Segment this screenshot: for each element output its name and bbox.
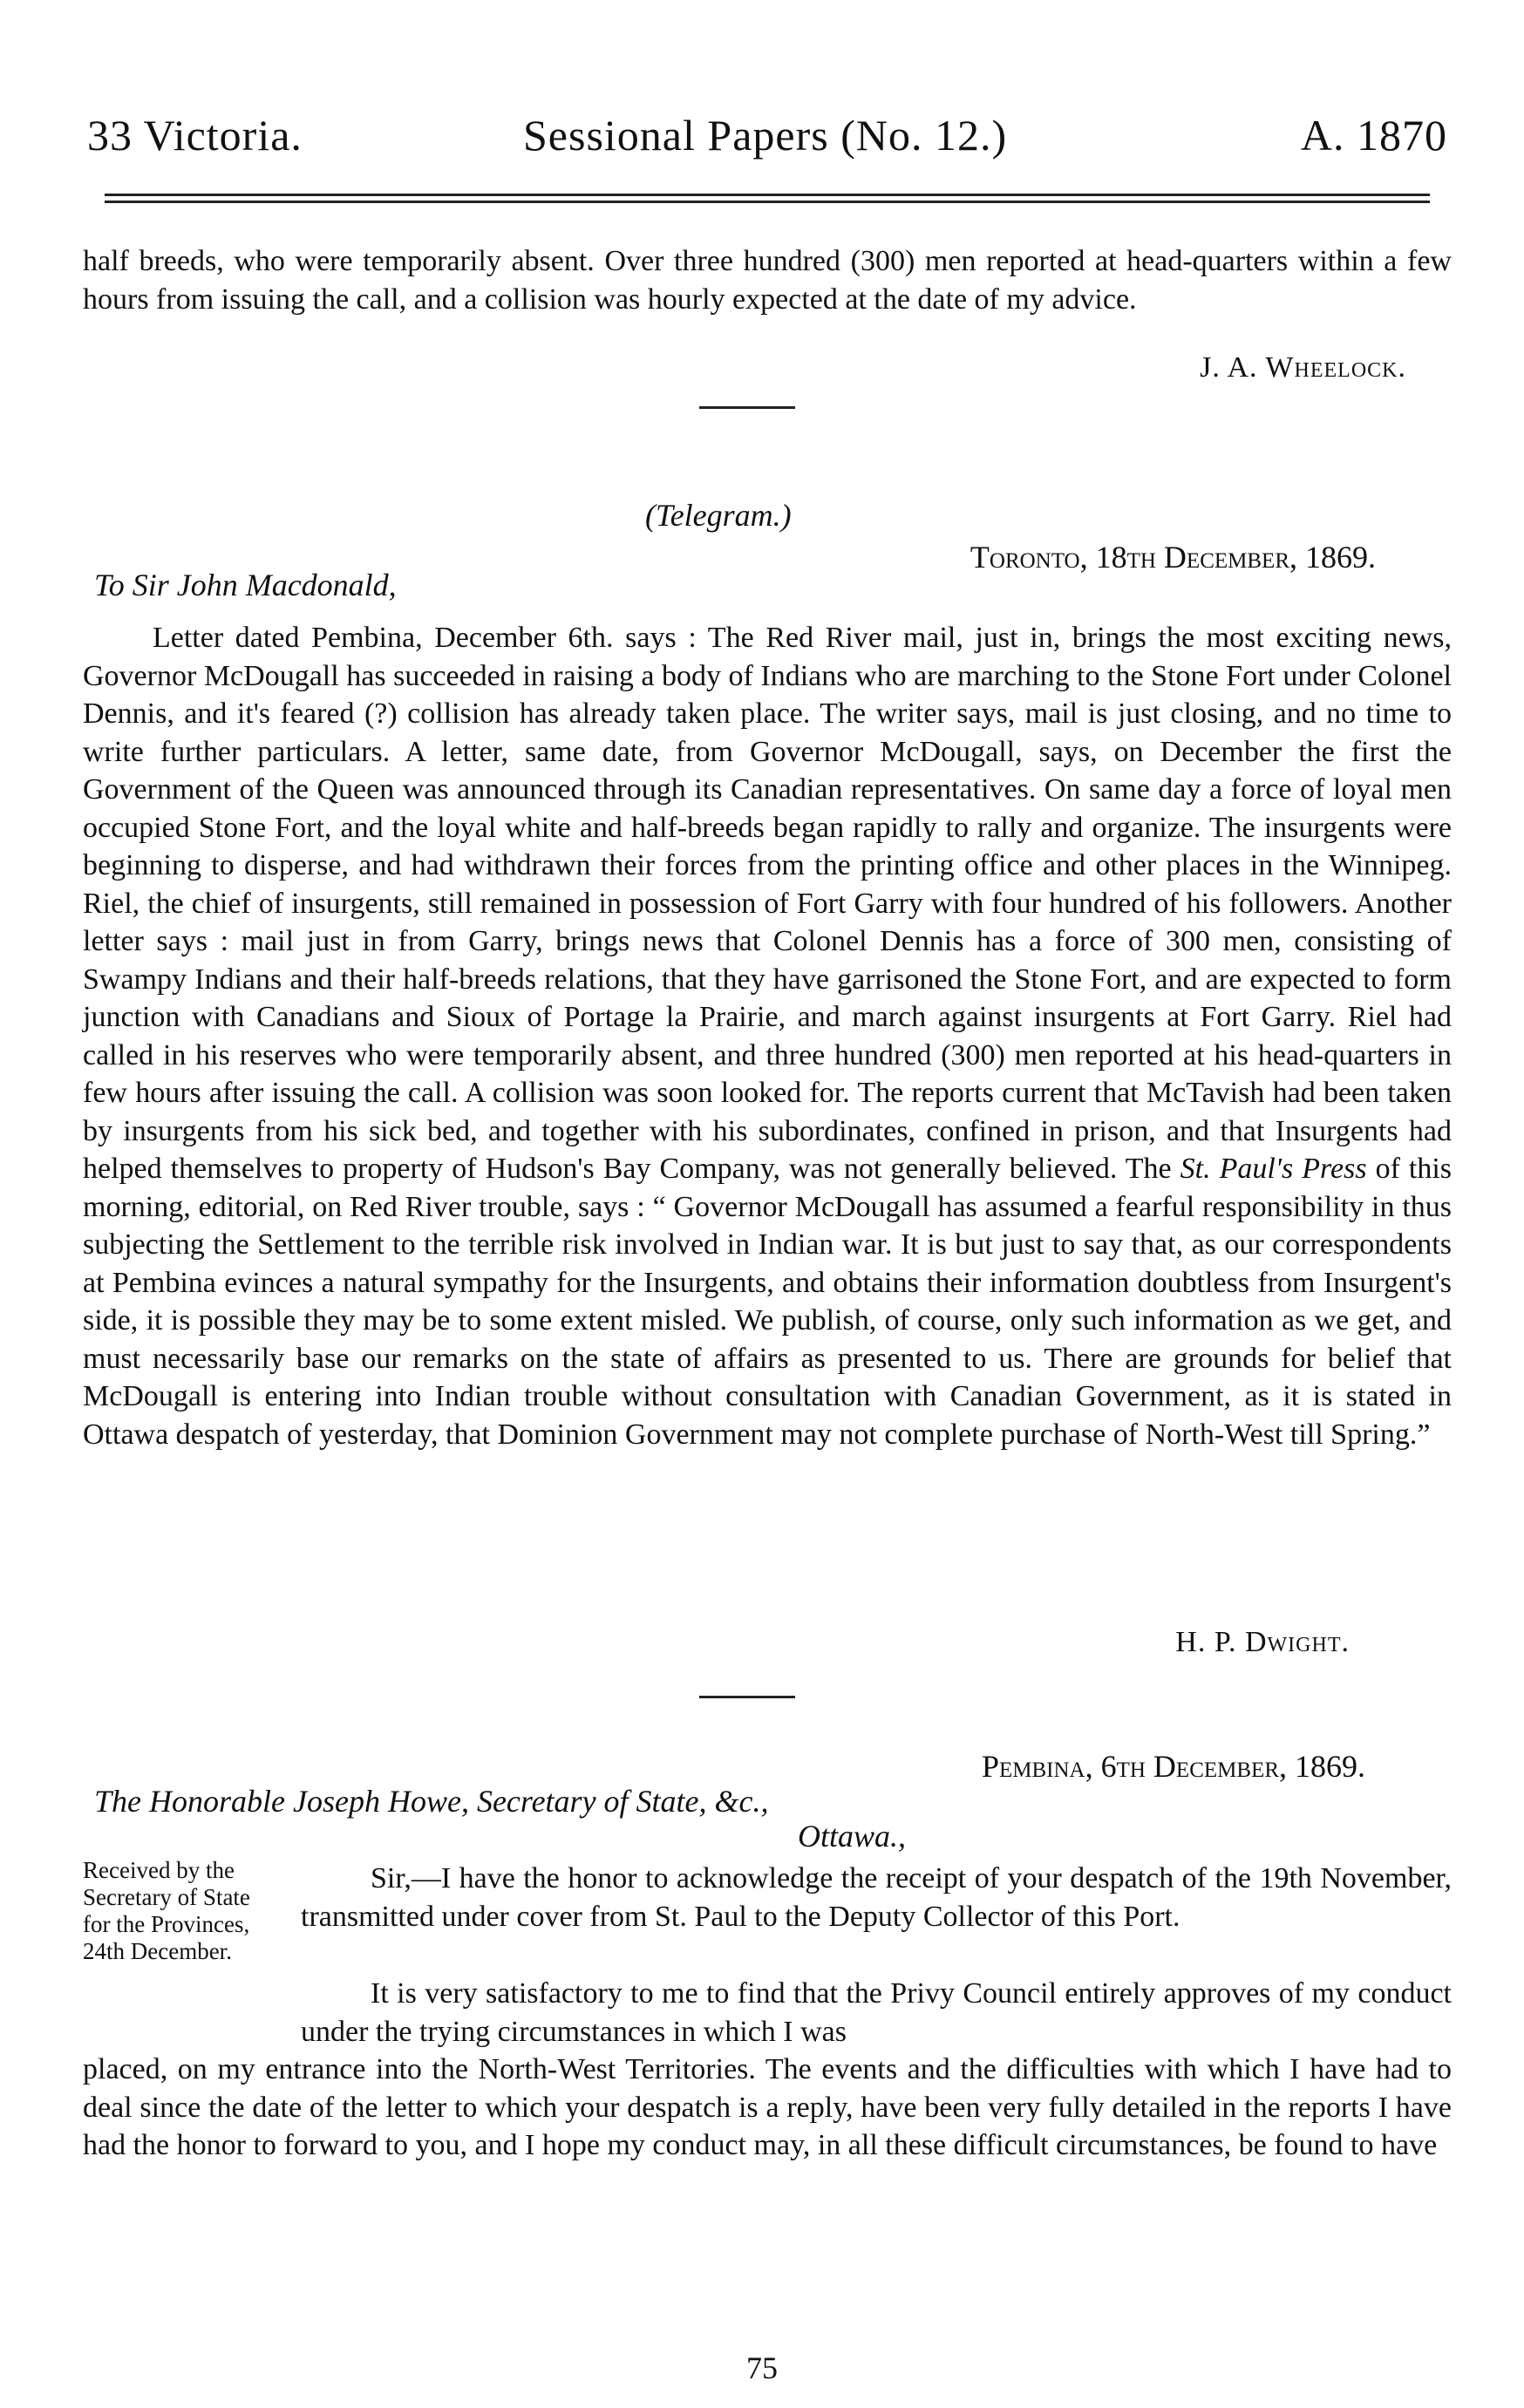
section-divider-2 (699, 1696, 795, 1698)
newspaper-title: St. Paul's Press (1180, 1153, 1367, 1185)
header-rule-top (105, 194, 1430, 196)
header-title: Sessional Papers (No. 12.) (523, 111, 1008, 160)
telegram-body (83, 619, 1452, 1453)
telegram-heading: (Telegram.) (645, 498, 792, 533)
telegram-body-part2: of this morning, editorial, on Red River trouble, says : “ Governor McDougall has assumed a fearful responsibility in thus subjecting the Settlement to the terrible risk involved in Indian war. It is but just to say that, as our correspondents at Pembina evinces a natural sympathy for the Insurgents, and obtains their information doubtless from Insurgent's side, it is possible they may be to some extent misled. We publish, of course, only such information as we get, and must necessarily base our remarks on the state of affairs as presented to us. There are grounds for belief that McDougall is entering into Indian trouble without consultation with Canadian Government, as it is stated in Ottawa despatch of yesterday, that Dominion Government may not complete purchase of North-West till Spring.” (83, 1153, 1453, 1451)
intro-signature: J. A. Wheelock. (1200, 351, 1406, 384)
letter-address: The Honorable Joseph Howe, Secretary of State, &c., (94, 1784, 769, 1819)
telegram-paragraph (83, 619, 1452, 1453)
intro-paragraph (83, 242, 1452, 318)
letter-paragraph-1 (301, 1860, 1452, 1935)
header-rule-bottom (105, 201, 1430, 203)
section-divider-1 (699, 406, 795, 409)
telegram-signature: H. P. Dwight. (1175, 1626, 1350, 1658)
telegram-dateline: Toronto, 18th December, 1869. (970, 540, 1376, 575)
page-header (87, 110, 1447, 180)
page-number: 75 (746, 2350, 778, 2385)
letter-dateline: Pembina, 6th December, 1869. (981, 1749, 1365, 1784)
intro-text: half breeds, who were temporarily absent. Over three hundred (300) men reported at head-quarters within a few hours from issuing the call, and a collision was hourly expected at the date of my advice. (83, 245, 1452, 316)
header-session: 33 Victoria. (87, 111, 303, 160)
letter-paragraph-2-rest (83, 2051, 1452, 2165)
letter-address-city: Ottawa., (798, 1819, 907, 1854)
telegram-body-part1: Letter dated Pembina, December 6th. says : The Red River mail, just in, brings the most exciting news, Governor McDougall has succeeded in raising a body of Indians who are marching to the Stone Fort under Colonel Dennis, and it's feared (?) collision has already taken place. The writer says, mail is just closing, and no time to write further particulars. A letter, same date, from Governor McDougall, says, on December the first the Government of the Queen was announced through its Canadian representatives. On same day a force of loyal men occupied Stone Fort, and the loyal white and half-breeds began rapidly to rally and organize. The insurgents were beginning to disperse, and had withdrawn their forces from the printing office and other places in the Winnipeg. Riel, the chief of insurgents, still remained in possession of Fort Garry with four hundred of his followers. Another letter says : mail just in from Garry, brings news that Colonel Dennis has a force of 300 men, consisting of Swampy Indians and their half-breeds relations, that they have garrisoned the Stone Fort, and are expected to form junction with Canadians and Sioux of Portage la Prairie, and march against insurgents at Fort Garry. Riel had called in his reserves who were temporarily absent, and three hundred (300) men reported at his head-quarters in few hours after issuing the call. A collision was soon looked for. The reports current that McTavish had been taken by insurgents from his sick bed, and together with his subordinates, confined in prison, and that Insurgents had helped themselves to property of Hudson's Bay Company, was not generally believed. The (83, 622, 1452, 1185)
letter-para1-text: Sir,—I have the honor to acknowledge the receipt of your despatch of the 19th November, transmitted under cover from St. Paul to the Deputy Collector of this Port. (301, 1862, 1452, 1933)
letter-para2-rest-text: placed, on my entrance into the North-West Territories. The events and the difficulties with which I have had to deal since the date of the letter to which your despatch is a reply, have been very fully detailed in the reports I have had the honor to forward to you, and I hope my conduct may, in all these difficult circumstances, be found to have (83, 2053, 1452, 2161)
letter-paragraph-2-start (301, 1975, 1452, 2051)
telegram-salutation: To Sir John Macdonald, (94, 568, 397, 602)
header-year: A. 1870 (1300, 111, 1447, 160)
margin-note-received: Received by the Secretary of State for the Provinces, 24th December. (83, 1857, 250, 1964)
letter-para2-start-text: It is very satisfactory to me to find that the Privy Council entirely approves of my conduct under the trying circumstances in which I was (301, 1977, 1452, 2048)
